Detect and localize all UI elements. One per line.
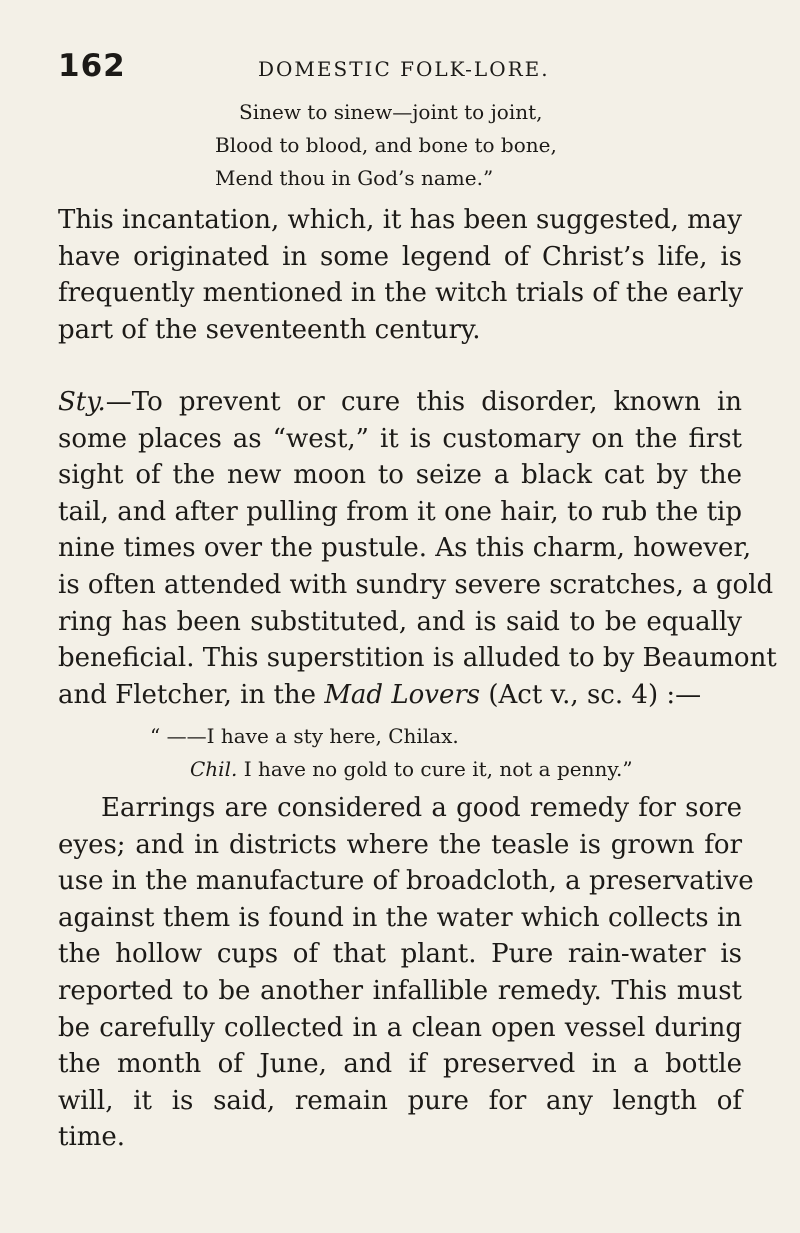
quote-line: “ ——I have a sty here, Chilax. [150, 724, 459, 748]
paragraph-line: the hollow cups of that plant. Pure rain-water is [58, 939, 742, 970]
paragraph-line: This incantation, which, it has been suggested, may [58, 205, 742, 235]
paragraph-line: will, it is said, remain pure for any length of [58, 1085, 742, 1116]
paragraph-text: (Act v., sc. 4) :— [480, 679, 702, 710]
paragraph-line: tail, and after pulling from it one hair, to rub the tip [58, 496, 742, 527]
paragraph-line: part of the seventeenth century. [58, 314, 481, 345]
paragraph-line [58, 384, 742, 421]
paragraph-line: some places as “west,” it is customary on the first [58, 423, 742, 454]
paragraph-line: beneficial. This superstition is alluded to by Beaumont [58, 643, 777, 674]
quote-speaker: Chil. [190, 757, 238, 781]
paragraph-line: is often attended with sundry severe scratches, a gold [58, 569, 774, 600]
paragraph-line: eyes; and in districts where the teasle is grown for [58, 829, 742, 860]
paragraph-sty [58, 384, 777, 713]
page-header [58, 48, 738, 88]
paragraph-line: Earrings are considered a good remedy for sore [101, 793, 742, 823]
verse-line: Sinew to sinew—joint to joint, [239, 100, 543, 124]
play-title: Mad Lovers [324, 679, 481, 710]
running-head: DOMESTIC FOLK-LORE. [258, 57, 550, 81]
paragraph-line: nine times over the pustule. As this charm, however, [58, 533, 752, 564]
paragraph-line: the month of June, and if preserved in a bottle [58, 1049, 742, 1080]
topic-heading: Sty. [58, 387, 106, 417]
paragraph-line [58, 677, 742, 714]
quote-text: I have no gold to cure it, not a penny.” [237, 757, 633, 781]
paragraph-line: ring has been substituted, and is said to be equally [58, 606, 742, 637]
paragraph-line: sight of the new moon to seize a black cat by the [58, 460, 742, 491]
paragraph-line: reported to be another infallible remedy. This must [58, 975, 742, 1006]
verse-line: Mend thou in God’s name.” [215, 166, 494, 190]
paragraph-line: time. [58, 1122, 126, 1153]
paragraph-earrings [58, 790, 754, 1156]
verse-line: Blood to blood, and bone to bone, [215, 133, 557, 157]
quote-line [190, 753, 633, 786]
paragraph-line: have originated in some legend of Christ’s life, is [58, 241, 742, 272]
verse-block [0, 96, 800, 195]
paragraph-line: use in the manufacture of broadcloth, a preservative [58, 866, 754, 897]
page-number: 162 [58, 48, 126, 84]
paragraph-text: —To prevent or cure this disorder, known in [105, 387, 742, 417]
paragraph-line: frequently mentioned in the witch trials of the early [58, 278, 744, 309]
paragraph-line: against them is found in the water which collects in [58, 902, 742, 933]
paragraph-text: and Fletcher, in the [58, 679, 325, 710]
paragraph-incantation [58, 202, 742, 348]
paragraph-line: be carefully collected in a clean open vessel during [58, 1012, 742, 1043]
